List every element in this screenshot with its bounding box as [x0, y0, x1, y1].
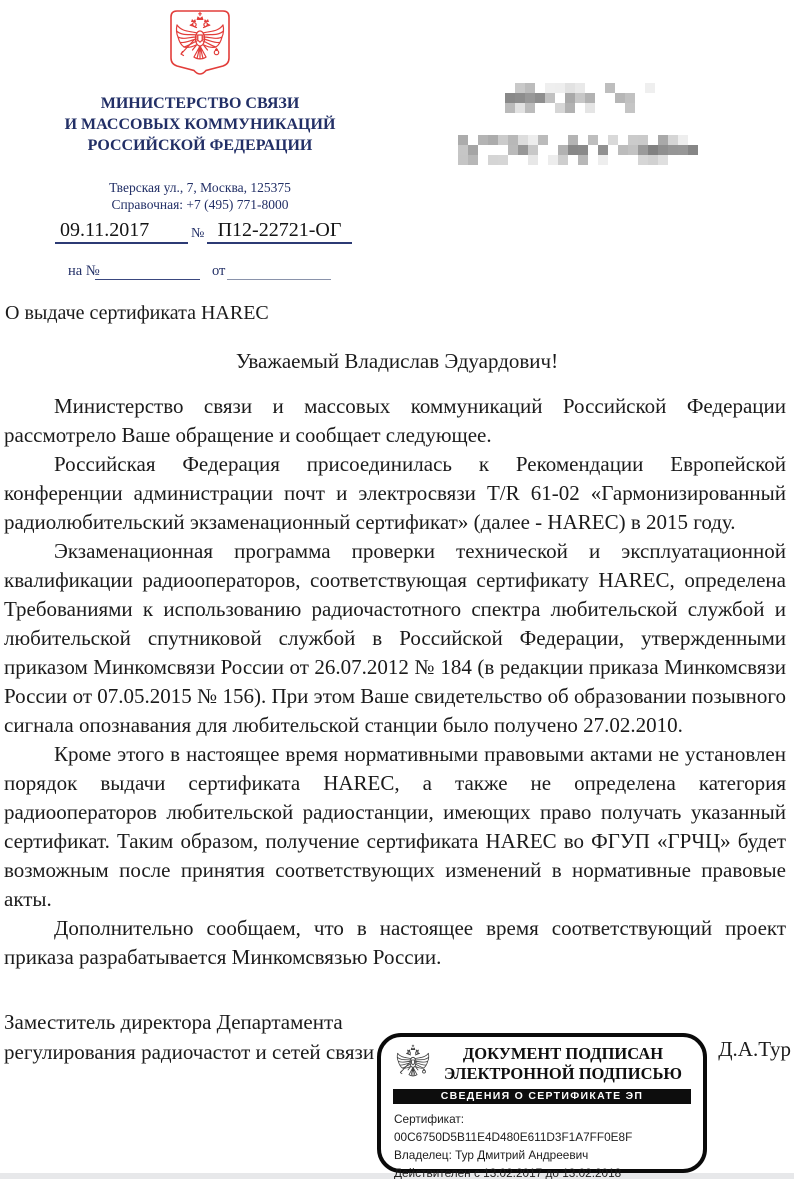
ref-from-blank-line [227, 262, 331, 280]
signature-name: Д.А.Тур [718, 1037, 791, 1061]
certificate-details [381, 1104, 703, 1179]
salutation: Уважаемый Владислав Эдуардович! [235, 349, 559, 373]
address-line: Тверская ул., 7, Москва, 125375 [109, 180, 291, 195]
validity-line: Действителен с 13.02.2017 до 13.02.2018 [394, 1166, 622, 1179]
letter-body [4, 392, 786, 972]
certificate-line: Сертификат: 00C6750D5B11E4D480E611D3F1A7FF0E8F [394, 1112, 633, 1144]
paragraph: Министерство связи и массовых коммуникаций Российской Федерации рассмотрело Ваше обращение и сообщает следующее. [4, 394, 786, 447]
ministry-name [52, 93, 348, 156]
owner-line: Владелец: Тур Дмитрий Андреевич [394, 1148, 589, 1162]
phone-line: Справочная: +7 (495) 771-8000 [111, 196, 289, 212]
ref-no-label: на № [68, 263, 100, 279]
paragraph: Российская Федерация присоединилась к Рекомендации Европейской конференции администрации почт и электросвязи T/R 61-02 «Гармонизированный радиолюбительский экзаменационный сертификат» (далее - HAREC) в 2015 году. [4, 452, 786, 534]
esign-stamp [377, 1033, 707, 1179]
esign-title-line: ЭЛЕКТРОННОЙ ПОДПИСЬЮ [444, 1064, 682, 1083]
ref-no-blank-line [95, 262, 200, 280]
esign-title-line: ДОКУМЕНТ ПОДПИСАН [462, 1044, 664, 1063]
esign-stamp-title [433, 1044, 693, 1084]
paragraph: Экзаменационная программа проверки технической и эксплуатационной квалификации радиооператоров, соответствующая сертификату HAREC, определена Требованиями к использованию радиочастотного спектра любительской службой и любительской спутниковой службой в Российской Федерации, утвержденными приказом Минкомсвязи России от 26.07.2012 № 184 (в редакции приказа Минкомсвязи России от 07.05.2015 № 156). При этом Ваше свидетельство об образовании позывного сигнала опознавания для любительской станции было получено 27.02.2010. [4, 539, 786, 737]
letter-subject: О выдаче сертификата HAREC [5, 302, 269, 324]
recipient-address-redacted [458, 135, 703, 165]
ref-from-label: от [212, 263, 226, 279]
signature-position [4, 1007, 374, 1067]
number-sign: № [191, 226, 205, 241]
recipient-name-redacted [505, 83, 655, 113]
ministry-name-line: МИНИСТЕРСТВО СВЯЗИ [100, 95, 300, 112]
date-field: 09.11.2017 [55, 219, 188, 244]
ministry-contact [52, 180, 348, 213]
signature-position-line: регулирования радиочастот и сетей связи [4, 1040, 375, 1064]
certificate-info-bar: СВЕДЕНИЯ О СЕРТИФИКАТЕ ЭП [393, 1089, 691, 1104]
russia-coat-of-arms-icon [163, 6, 237, 80]
paragraph: Кроме этого в настоящее время нормативными правовыми актами не установлен порядок выдачи сертификата HAREC, а также не определена категория радиооператоров любительской радиостанции, имеющих право получать указанный сертификат. Таким образом, получение сертификата HAREC во ФГУП «ГРЧЦ» будет возможным после принятия соответствующих изменений в нормативные правовые акты. [4, 742, 786, 911]
ministry-name-line: И МАССОВЫХ КОММУНИКАЦИЙ [64, 116, 336, 133]
ministry-name-line: РОССИЙСКОЙ ФЕДЕРАЦИИ [87, 137, 313, 154]
paragraph: Дополнительно сообщаем, что в настоящее время соответствующий проект приказа разрабатывается Минкомсвязью России. [4, 916, 786, 969]
esign-stamp-header [381, 1037, 703, 1087]
stamp-coat-of-arms-icon [393, 1042, 433, 1086]
signature-position-line: Заместитель директора Департамента [4, 1010, 343, 1034]
doc-number-field: П12-22721-ОГ [207, 219, 352, 244]
